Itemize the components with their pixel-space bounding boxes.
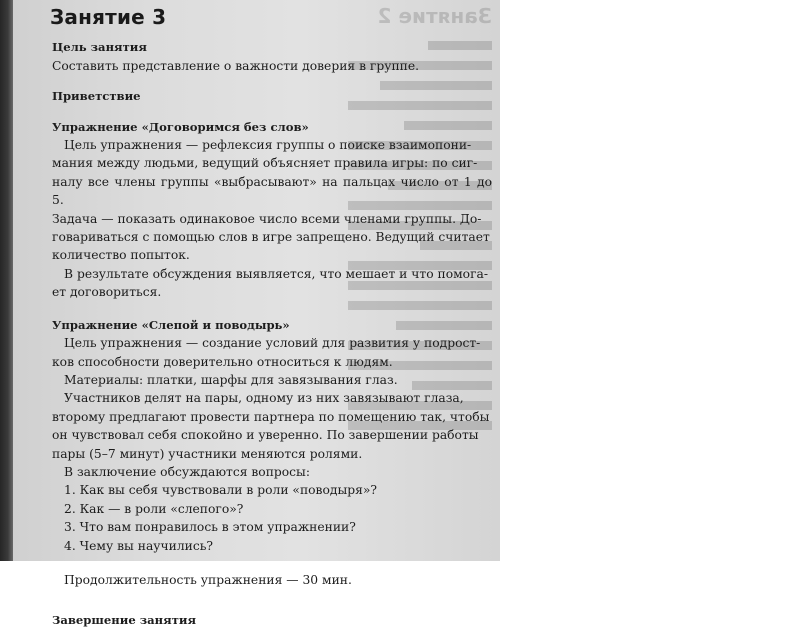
exercise1-para2-line: ет договориться.	[52, 285, 162, 300]
exercise1-para1-line: мания между людьми, ведущий объясняет правила игры: по сиг-	[52, 156, 478, 171]
page-text-block	[52, 0, 492, 630]
discussion-question: 3. Что вам понравилось в этом упражнении?	[64, 520, 356, 535]
exercise2-description-line: пары (5–7 минут) участники меняются ролями.	[52, 446, 363, 461]
exercise2-description-line: второму предлагают провести партнера по помещению так, чтобы	[52, 409, 490, 424]
reverse-page-title: Занятие 2	[377, 4, 492, 28]
discussion-question: 2. Как — в роли «слепого»?	[64, 501, 244, 516]
goal-heading: Цель занятия	[52, 40, 147, 55]
book-spine-shadow	[0, 0, 13, 561]
exercise1-para1-line: Цель упражнения — рефлексия группы о поиске взаимопони-	[64, 138, 472, 153]
exercise2-goal-line: ков способности доверительно относиться к людям.	[52, 354, 393, 369]
exercise2-goal-line: Цель упражнения — создание условий для развития у подрост-	[64, 336, 481, 351]
goal-text: Составить представление о важности доверия в группе.	[52, 58, 420, 73]
closing-heading: Завершение занятия	[52, 613, 197, 628]
greeting-heading: Приветствие	[52, 89, 141, 104]
exercise2-materials: Материалы: платки, шарфы для завязывания глаз.	[64, 372, 398, 387]
exercise2-heading: Упражнение «Слепой и поводырь»	[52, 317, 290, 332]
exercise2-description-line: Участников делят на пары, одному из них завязывают глаза,	[64, 391, 464, 406]
exercise2-description-line: он чувствовал себя спокойно и уверенно. По завершении работы	[52, 428, 479, 443]
exercise1-para1-line: количество попыток.	[52, 248, 190, 263]
discussion-question: 4. Чему вы научились?	[64, 538, 214, 553]
exercise1-para1-line: говариваться с помощью слов в игре запрещено. Ведущий считает	[52, 230, 490, 245]
discussion-question: 1. Как вы себя чувствовали в роли «поводыря»?	[64, 483, 377, 498]
exercise1-para1-line: Задача — показать одинаковое число всеми членами группы. До-	[52, 211, 482, 226]
exercise2-duration: Продолжительность упражнения — 30 мин.	[64, 572, 352, 587]
exercise1-heading: Упражнение «Договоримся без слов»	[52, 119, 309, 134]
exercise1-para2-line: В результате обсуждения выявляется, что мешает и что помога-	[64, 266, 489, 281]
discussion-intro: В заключение обсуждаются вопросы:	[64, 464, 310, 479]
chapter-title: Занятие 3	[50, 5, 167, 29]
exercise1-para1-line: налу все члены группы «выбрасывают» на пальцах число от 1 до 5.	[52, 174, 492, 208]
